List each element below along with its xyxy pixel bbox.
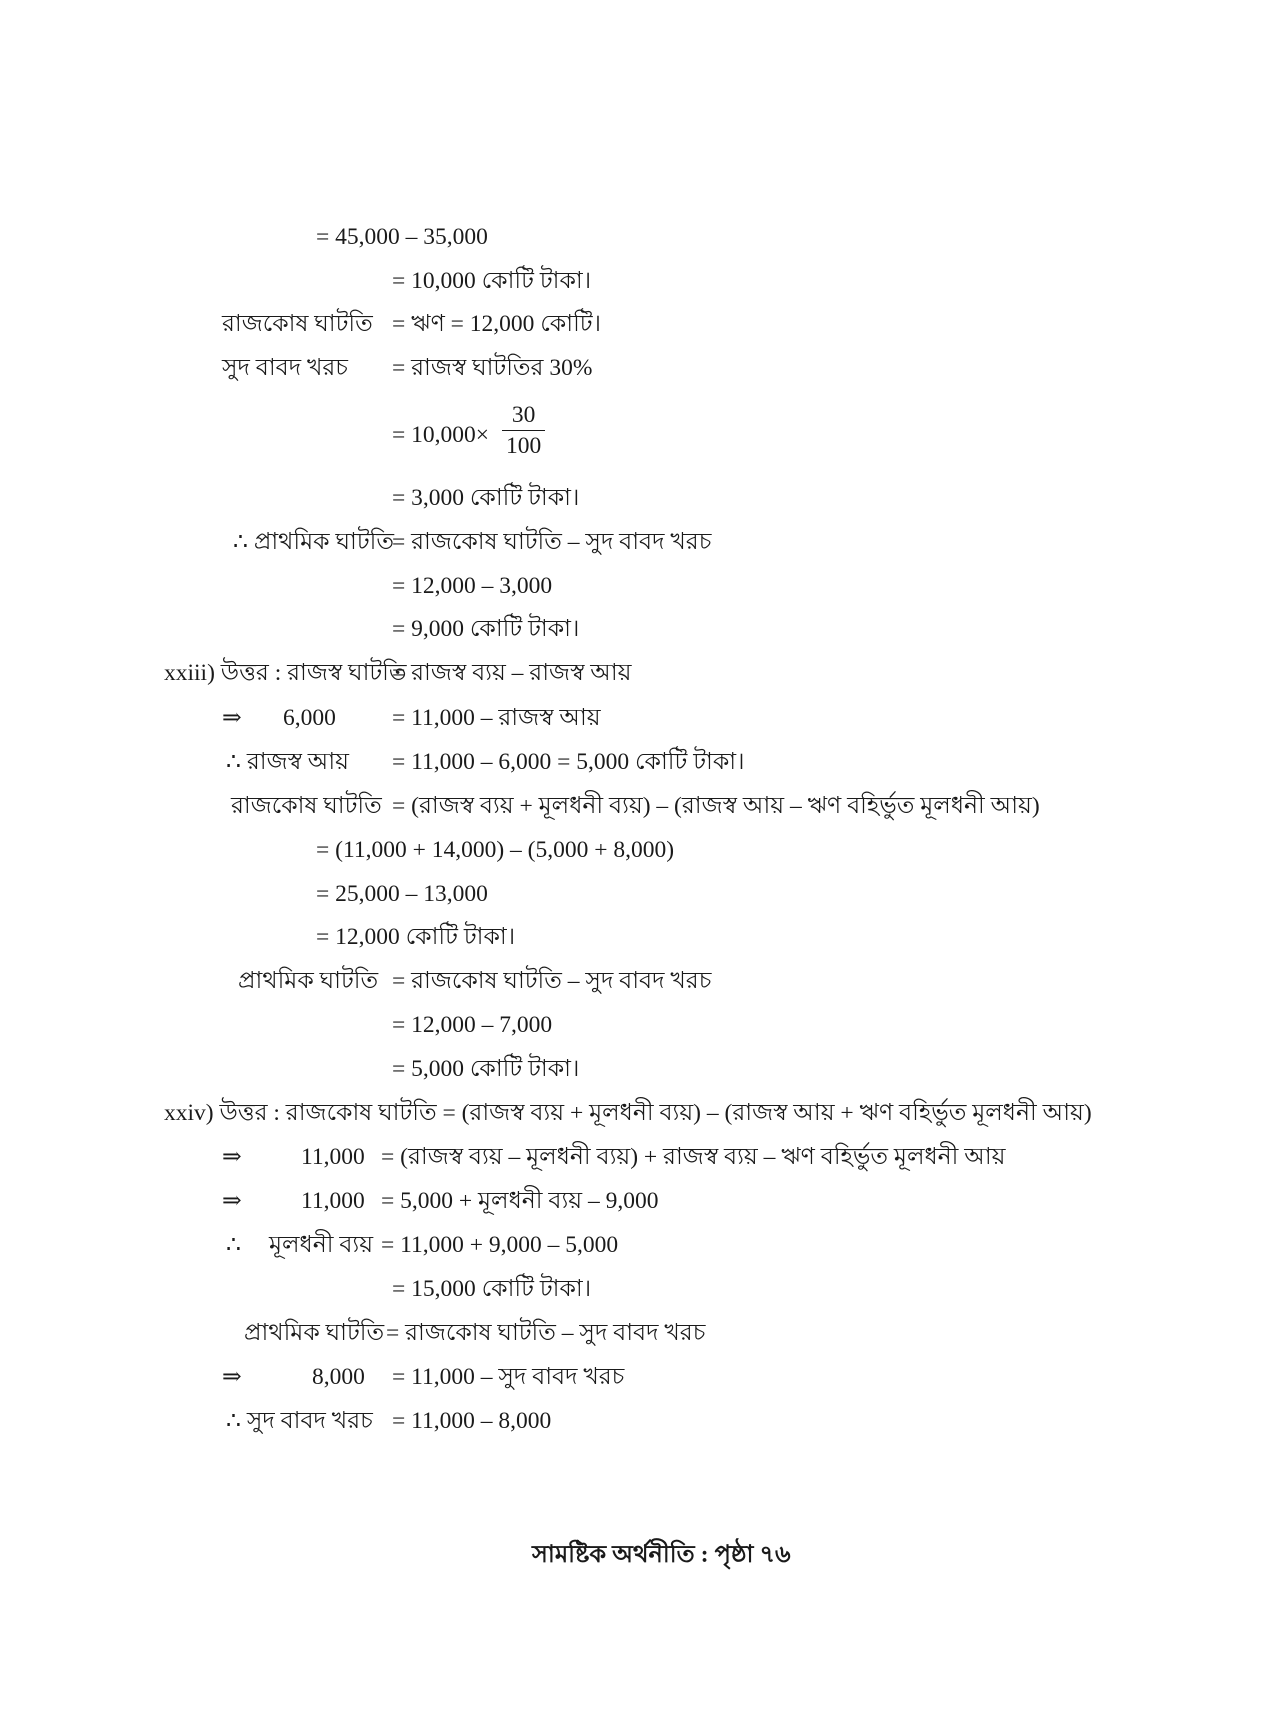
equation-label: মূলধনী ব্যয় — [269, 1232, 374, 1258]
equation-line: = 11,000 – সুদ বাবদ খরচ — [392, 1364, 625, 1390]
equation-line: = 9,000 কোটি টাকা। — [392, 616, 580, 642]
equation-line: = 10,000 কোটি টাকা। — [392, 268, 592, 294]
question-label: xxiv) উত্তর : রাজকোষ ঘাটতি = (রাজস্ব ব্যয় + মূলধনী ব্যয়) – (রাজস্ব আয় + ঋণ বহির্ভুত মূলধনী আয়) — [164, 1100, 1092, 1126]
therefore-symbol: ∴ — [226, 1232, 241, 1258]
equation-line: = ঋণ = 12,000 কোটি। — [392, 311, 601, 337]
equation-label: ∴ প্রাথমিক ঘাটতি — [233, 529, 394, 555]
equation-label: ∴ রাজস্ব আয় — [226, 749, 350, 775]
equation-line: = (রাজস্ব ব্যয় – মূলধনী ব্যয়) + রাজস্ব ব্যয় – ঋণ বহির্ভুত মূলধনী আয় — [381, 1144, 1006, 1170]
implies-symbol: ⇒ — [222, 705, 242, 731]
equation-line: = 3,000 কোটি টাকা। — [392, 485, 580, 511]
equation-line: = 5,000 + মূলধনী ব্যয় – 9,000 — [381, 1188, 659, 1214]
equation-value: 11,000 — [301, 1188, 365, 1214]
fraction — [502, 400, 545, 461]
equation-label: সুদ বাবদ খরচ — [222, 355, 348, 381]
equation-line: = 11,000 – 8,000 — [392, 1408, 552, 1434]
equation-label: প্রাথমিক ঘাটতি — [244, 1320, 385, 1346]
equation-label: রাজকোষ ঘাটতি — [231, 793, 382, 819]
implies-symbol: ⇒ — [222, 1364, 242, 1390]
equation-value: 11,000 — [301, 1144, 365, 1170]
equation-label: ∴ সুদ বাবদ খরচ — [226, 1408, 373, 1434]
equation-line: = 11,000 + 9,000 – 5,000 — [381, 1232, 619, 1258]
equation-line: = 12,000 – 7,000 — [392, 1012, 553, 1038]
question-label: xxiii) উত্তর : রাজস্ব ঘাটতি — [164, 660, 407, 686]
equation-label: প্রাথমিক ঘাটতি — [238, 968, 379, 994]
equation-line: = রাজস্ব ব্যয় – রাজস্ব আয় — [392, 660, 632, 686]
implies-symbol: ⇒ — [222, 1144, 242, 1170]
fraction-denominator: 100 — [506, 433, 542, 459]
equation-line: = রাজকোষ ঘাটতি – সুদ বাবদ খরচ — [392, 529, 712, 555]
equation-line: = 45,000 – 35,000 — [316, 224, 488, 250]
equation-line: = 25,000 – 13,000 — [316, 881, 488, 907]
equation-line: = 11,000 – রাজস্ব আয় — [392, 705, 601, 731]
equation-line: = 12,000 কোটি টাকা। — [316, 924, 516, 950]
fraction-numerator: 30 — [511, 402, 536, 428]
equation-line: = 15,000 কোটি টাকা। — [392, 1276, 592, 1302]
equation-label: রাজকোষ ঘাটতি — [222, 311, 373, 337]
equation-value: 8,000 — [312, 1364, 365, 1390]
equation-value: 6,000 — [283, 705, 336, 731]
equation-line: = (রাজস্ব ব্যয় + মূলধনী ব্যয়) – (রাজস্ব আয় – ঋণ বহির্ভুত মূলধনী আয়) — [392, 793, 1040, 819]
equation-line: = (11,000 + 14,000) – (5,000 + 8,000) — [316, 837, 675, 863]
equation-line: = 11,000 – 6,000 = 5,000 কোটি টাকা। — [392, 749, 745, 775]
equation-line: = রাজকোষ ঘাটতি – সুদ বাবদ খরচ — [386, 1320, 706, 1346]
page-footer: সামষ্টিক অর্থনীতি : পৃষ্ঠা ৭৬ — [532, 1542, 791, 1568]
equation-line: = 12,000 – 3,000 — [392, 573, 553, 599]
equation-line: = রাজস্ব ঘাটতির 30% — [392, 355, 593, 381]
equation-line: = 5,000 কোটি টাকা। — [392, 1056, 580, 1082]
implies-symbol: ⇒ — [222, 1188, 242, 1214]
equation-line: = রাজকোষ ঘাটতি – সুদ বাবদ খরচ — [392, 968, 712, 994]
equation-line: = 10,000× — [392, 422, 490, 448]
